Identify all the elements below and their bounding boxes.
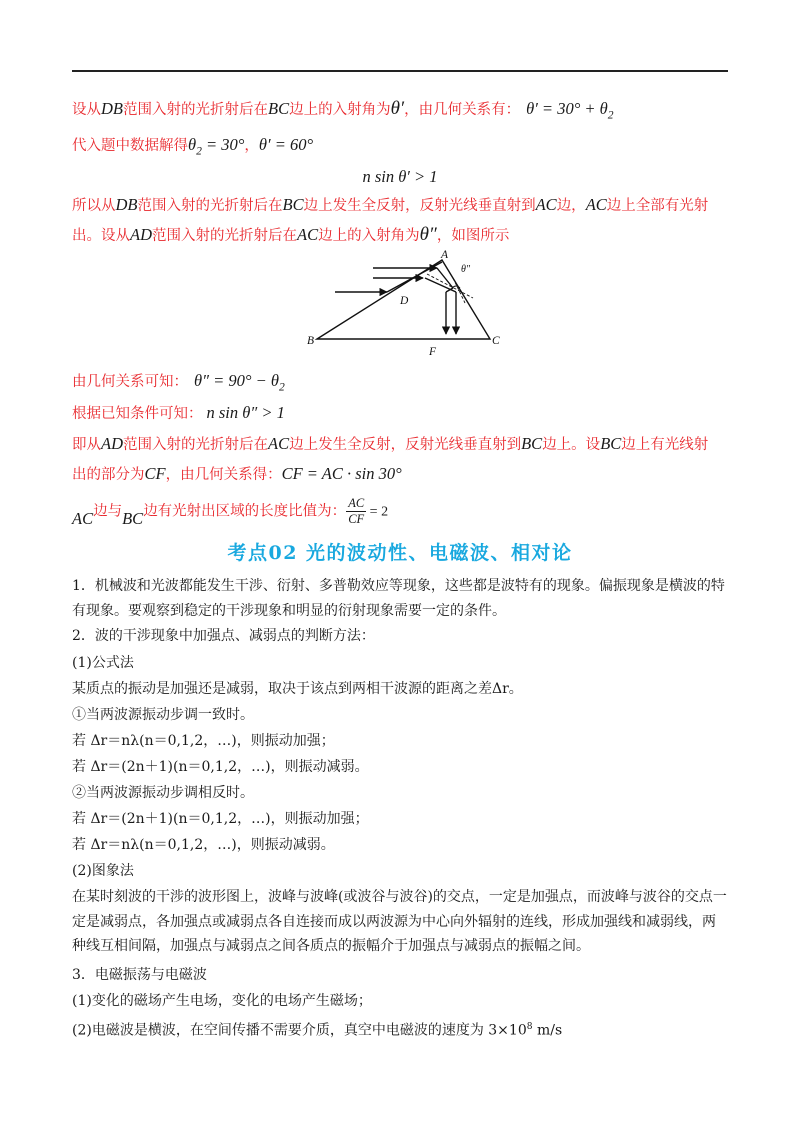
label-f: F [429,346,437,358]
paragraph-6: 若 Δr＝nλ(n＝0,1,2，…)，则振动加强； [72,733,335,749]
text: m/s [532,1022,563,1039]
equation-theta-double-prime [194,371,285,394]
eq-sub: 2 [196,145,202,158]
text: ， [244,138,259,154]
solution-line-7 [72,402,285,423]
text: 边上发生全反射，反射光线垂直射到 [303,198,536,214]
prism-diagram [305,248,505,360]
label-theta: θ″ [461,264,471,275]
text: 范围入射的光折射后在 [123,437,268,453]
fraction-ac-cf [346,496,366,527]
text: 出。设从 [72,228,130,244]
text: (2)电磁波是横波，在空间传播不需要介质，真空中电磁波的速度为 3×10 [72,1022,527,1039]
exponent: 8 [526,1022,533,1032]
math-bc: BC [600,434,622,453]
paragraph-14: (1)变化的磁场产生电场，变化的电场产生磁场； [72,993,372,1009]
text: 边上的入射角为 [318,228,420,244]
solution-line-5 [72,224,509,246]
text: 边上发生全反射，反射光线垂直射到 [289,437,522,453]
eq-sub: 2 [607,109,614,122]
math-bc: BC [282,195,304,214]
section-heading: 考点02 光的波动性、电磁波、相对论 [227,542,573,564]
text: 代入题中数据解得 [72,138,188,154]
text: 由几何关系可知： [72,374,188,390]
text: ，如图所示 [436,228,510,244]
paragraph-15 [72,1015,728,1043]
math-theta-prime: θ′ [390,98,405,119]
paragraph-3: (1)公式法 [72,655,134,671]
text: 范围入射的光折射后在 [137,198,283,214]
text: 边有光射出区域的长度比值为： [143,503,347,520]
text: ，由几何关系有： [404,102,521,118]
text: 边， [556,198,586,214]
math-ad: AD [101,434,123,453]
text: 范围入射的光折射后在 [123,102,268,118]
text: 边上。设 [542,437,601,453]
paragraph-7: 若 Δr＝(2n＋1)(n＝0,1,2，…)，则振动减弱。 [72,759,369,775]
solution-line-4 [72,194,708,215]
text: 边上有光线射 [621,437,709,453]
eq-part: θ″ = 90° − θ [194,371,279,390]
equation-cf: CF = AC · sin 30° [281,464,402,483]
paragraph-12: 在某时刻波的干涉的波形图上，波峰与波峰(或波谷与波谷)的交点，一定是加强点，而波峰与波谷的交点一定是减弱点，各加强点或减弱点各自连接而成以两波源为中心向外辐射的连线，形成加强线和减弱线，两种线互相间隔，加强点与减弱点之间各质点的振幅介于加强点与减弱点的振幅之间。 [72,889,727,954]
math-bc: BC [122,508,144,528]
math-ac: AC [268,434,290,453]
normal-line [427,274,473,298]
text: 范围入射的光折射后在 [152,228,297,244]
equation-total-reflection-2: n sin θ″ > 1 [206,403,285,422]
eq-part: θ′ = 30° + θ [526,99,608,118]
math-ac: AC [72,508,94,528]
math-bc: BC [268,99,290,118]
paragraph-8: ②当两波源振动步调相反时。 [72,785,254,801]
text: 边上全部有光射 [606,198,709,214]
paragraph-2: 2．波的干涉现象中加强点、减弱点的判断方法： [72,628,375,644]
solution-line-10 [72,496,388,527]
header-rule [72,70,728,72]
math-bc: BC [521,434,543,453]
paragraph-4: 某质点的振动是加强还是减弱，取决于该点到两相干波源的距离之差Δr。 [72,681,523,697]
paragraph-13: 3．电磁振荡与电磁波 [72,967,207,983]
text: 所以从 [72,198,116,214]
equation-theta2 [188,135,245,158]
text: 设从 [72,102,101,118]
text: 即从 [72,437,101,453]
text: 出的部分为 [72,467,145,483]
math-db: DB [115,195,138,214]
label-c: C [492,335,500,347]
solution-line-8 [72,433,708,454]
math-ac: AC [535,195,557,214]
equation-theta-prime [526,99,614,122]
label-d: D [400,295,409,307]
eq-sub: 2 [278,381,285,394]
paragraph-11: (2)图象法 [72,863,134,879]
math-db: DB [101,99,123,118]
solution-line-9 [72,463,402,484]
paragraph-5: ①当两波源振动步调一致时。 [72,707,254,723]
math-ad: AD [130,225,152,244]
solution-line-6 [72,370,285,393]
solution-line-1 [72,98,614,121]
eq-part: = 30° [201,135,245,154]
equation-total-reflection-1: n sin θ′ > 1 [362,167,438,186]
equation-theta-prime-value: θ′ = 60° [258,135,314,154]
paragraph-9: 若 Δr＝(2n＋1)(n＝0,1,2，…)，则振动加强； [72,811,369,827]
label-a: A [441,249,449,261]
solution-line-2 [72,134,313,157]
label-b: B [307,335,315,347]
text: ，由几何关系得： [165,467,282,483]
fraction-equals: = 2 [366,504,389,520]
text: 边上的入射角为 [289,102,391,118]
refracted-ray-3 [387,262,442,292]
text: 边与 [93,503,123,520]
eq-part: θ [188,135,197,154]
math-ac: AC [297,225,319,244]
paragraph-1: 1．机械波和光波都能发生干涉、衍射、多普勒效应等现象，这些都是波特有的现象。偏振现象是横波的特有现象。要观察到稳定的干涉现象和明显的衍射现象需要一定的条件。 [72,578,725,619]
paragraph-10: 若 Δr＝nλ(n＝0,1,2，…)，则振动减弱。 [72,837,335,853]
math-theta-double-prime: θ″ [419,224,437,245]
fraction-numerator: AC [348,496,365,510]
math-cf: CF [144,464,166,483]
fraction-denominator: CF [348,512,365,526]
text: 根据已知条件可知： [72,406,203,422]
math-ac: AC [585,195,607,214]
